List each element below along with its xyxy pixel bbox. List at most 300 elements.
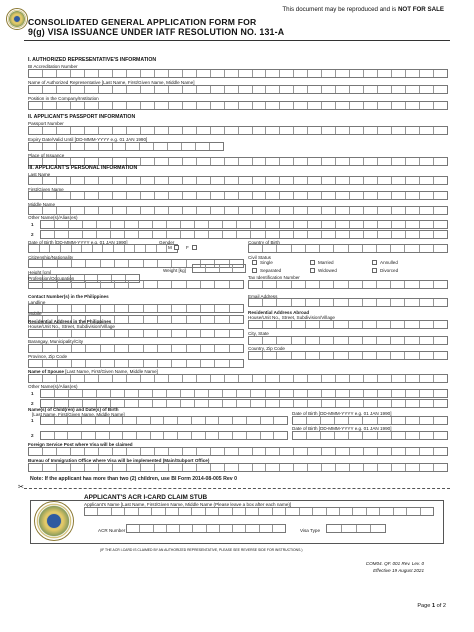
char-box[interactable] [181,231,195,238]
char-box[interactable] [392,102,406,109]
char-box[interactable] [378,464,392,471]
char-box[interactable] [327,508,340,515]
char-box[interactable] [364,158,378,165]
char-box[interactable] [151,417,165,424]
char-box[interactable] [294,127,308,134]
char-box[interactable] [192,417,206,424]
char-box[interactable] [58,360,72,367]
char-box[interactable] [322,400,336,407]
country-birth-field[interactable] [248,244,448,253]
char-box[interactable] [406,70,420,77]
char-box[interactable] [169,177,183,184]
char-box[interactable] [377,337,391,344]
char-box[interactable] [96,417,110,424]
char-box[interactable] [144,345,158,352]
char-box[interactable] [405,245,419,252]
char-box[interactable] [57,143,71,150]
char-box[interactable] [266,70,280,77]
char-box[interactable] [391,337,405,344]
char-box[interactable] [69,400,83,407]
char-box[interactable] [253,192,267,199]
char-box[interactable] [237,231,251,238]
char-box[interactable] [420,207,434,214]
char-box[interactable] [320,299,334,306]
char-box[interactable] [434,127,447,134]
char-box[interactable] [154,525,167,532]
char-box[interactable] [183,207,197,214]
char-box[interactable] [72,330,86,337]
char-box[interactable] [197,86,211,93]
char-box[interactable] [211,70,225,77]
char-box[interactable] [57,375,71,382]
char-box[interactable] [336,127,350,134]
char-box[interactable] [29,192,43,199]
char-box[interactable] [364,86,378,93]
char-box[interactable] [144,360,158,367]
province-zip-field[interactable] [28,359,244,368]
char-box[interactable] [280,231,294,238]
char-box[interactable] [230,345,243,352]
char-box[interactable] [391,245,405,252]
char-box[interactable] [406,432,420,439]
spouse-field[interactable] [28,374,448,383]
char-box[interactable] [72,345,86,352]
char-box[interactable] [253,158,267,165]
char-box[interactable] [420,321,434,328]
char-box[interactable] [211,192,225,199]
char-box[interactable] [405,352,419,359]
char-box[interactable] [127,158,141,165]
char-box[interactable] [292,245,306,252]
char-box[interactable] [101,360,115,367]
char-box[interactable] [253,177,267,184]
dob-field[interactable] [28,244,178,253]
char-box[interactable] [155,158,169,165]
char-box[interactable] [207,525,220,532]
char-box[interactable] [55,221,69,228]
char-box[interactable] [225,70,239,77]
char-box[interactable] [371,525,385,532]
char-box[interactable] [306,281,320,288]
char-box[interactable] [201,345,215,352]
char-box[interactable] [211,102,225,109]
char-box[interactable] [209,231,223,238]
char-box[interactable] [320,321,334,328]
char-box[interactable] [392,417,406,424]
char-box[interactable] [350,464,364,471]
char-box[interactable] [129,260,143,267]
char-box[interactable] [164,417,178,424]
char-box[interactable] [141,86,155,93]
char-box[interactable] [322,177,336,184]
char-box[interactable] [306,321,320,328]
char-box[interactable] [125,508,138,515]
char-box[interactable] [363,352,377,359]
char-box[interactable] [406,417,420,424]
char-box[interactable] [349,299,363,306]
char-box[interactable] [43,464,57,471]
char-box[interactable] [29,448,43,455]
char-box[interactable] [167,390,181,397]
char-box[interactable] [406,375,420,382]
char-box[interactable] [273,508,286,515]
char-box[interactable] [29,127,43,134]
char-box[interactable] [406,448,420,455]
char-box[interactable] [322,448,336,455]
char-box[interactable] [85,192,99,199]
char-box[interactable] [335,432,349,439]
char-box[interactable] [320,281,334,288]
char-box[interactable] [280,221,294,228]
char-box[interactable] [169,464,183,471]
char-box[interactable] [201,330,215,337]
char-box[interactable] [336,158,350,165]
child2-name-field[interactable] [40,431,288,440]
single-checkbox[interactable] [252,260,257,265]
char-box[interactable] [434,448,447,455]
char-box[interactable] [99,86,113,93]
char-box[interactable] [266,390,280,397]
char-box[interactable] [72,245,83,252]
widowed-checkbox[interactable] [310,268,315,273]
char-box[interactable] [336,86,350,93]
char-box[interactable] [253,448,267,455]
char-box[interactable] [169,192,183,199]
char-box[interactable] [197,127,211,134]
char-box[interactable] [308,448,322,455]
char-box[interactable] [85,143,99,150]
char-box[interactable] [239,192,253,199]
char-box[interactable] [167,221,181,228]
char-box[interactable] [266,102,280,109]
char-box[interactable] [406,127,420,134]
char-box[interactable] [378,231,392,238]
char-box[interactable] [350,448,364,455]
char-box[interactable] [377,299,391,306]
char-box[interactable] [336,207,350,214]
char-box[interactable] [239,127,253,134]
char-box[interactable] [322,207,336,214]
char-box[interactable] [61,245,72,252]
char-box[interactable] [187,281,201,288]
char-box[interactable] [363,281,377,288]
char-box[interactable] [225,192,239,199]
char-box[interactable] [364,127,378,134]
char-box[interactable] [137,417,151,424]
gender-f-checkbox[interactable] [192,245,197,250]
char-box[interactable] [394,508,407,515]
char-box[interactable] [127,464,141,471]
char-box[interactable] [43,192,57,199]
char-box[interactable] [392,231,406,238]
accreditation-field[interactable] [28,69,448,78]
char-box[interactable] [101,330,115,337]
char-box[interactable] [215,330,229,337]
char-box[interactable] [253,375,267,382]
char-box[interactable] [239,448,253,455]
char-box[interactable] [98,508,111,515]
char-box[interactable] [280,390,294,397]
char-box[interactable] [99,207,113,214]
char-box[interactable] [113,70,127,77]
char-box[interactable] [141,464,155,471]
char-box[interactable] [183,158,197,165]
char-box[interactable] [378,192,392,199]
char-box[interactable] [43,305,57,312]
char-box[interactable] [215,281,229,288]
char-box[interactable] [350,390,364,397]
char-box[interactable] [141,207,155,214]
char-box[interactable] [71,448,85,455]
char-box[interactable] [378,86,392,93]
char-box[interactable] [211,158,225,165]
char-box[interactable] [253,70,267,77]
char-box[interactable] [349,321,363,328]
char-box[interactable] [197,448,211,455]
char-box[interactable] [253,102,267,109]
last-name-field[interactable] [28,176,448,185]
char-box[interactable] [85,464,99,471]
char-box[interactable] [197,375,211,382]
char-box[interactable] [223,400,237,407]
char-box[interactable] [230,360,243,367]
char-box[interactable] [196,143,210,150]
char-box[interactable] [215,316,229,323]
char-box[interactable] [129,281,143,288]
char-box[interactable] [43,345,57,352]
char-box[interactable] [353,508,366,515]
char-box[interactable] [183,192,197,199]
char-box[interactable] [151,432,165,439]
char-box[interactable] [72,281,86,288]
char-box[interactable] [139,508,152,515]
char-box[interactable] [350,158,364,165]
char-box[interactable] [406,231,420,238]
char-box[interactable] [334,245,348,252]
char-box[interactable] [115,345,129,352]
char-box[interactable] [29,86,43,93]
char-box[interactable] [129,330,143,337]
char-box[interactable] [251,400,265,407]
char-box[interactable] [82,245,93,252]
char-box[interactable] [277,299,291,306]
char-box[interactable] [155,192,169,199]
char-box[interactable] [357,525,372,532]
char-box[interactable] [141,127,155,134]
char-box[interactable] [193,265,206,272]
char-box[interactable] [55,231,69,238]
char-box[interactable] [144,330,158,337]
char-box[interactable] [364,400,378,407]
res-ph-house-field[interactable] [28,329,244,338]
char-box[interactable] [434,231,447,238]
char-box[interactable] [152,508,165,515]
char-box[interactable] [85,207,99,214]
char-box[interactable] [434,375,447,382]
char-box[interactable] [182,143,196,150]
char-box[interactable] [43,177,57,184]
char-box[interactable] [392,464,406,471]
char-box[interactable] [308,231,322,238]
char-box[interactable] [266,207,280,214]
char-box[interactable] [86,305,100,312]
char-box[interactable] [349,337,363,344]
char-box[interactable] [420,299,434,306]
char-box[interactable] [113,464,127,471]
char-box[interactable] [155,86,169,93]
char-box[interactable] [253,464,267,471]
char-box[interactable] [172,305,186,312]
char-box[interactable] [363,321,377,328]
char-box[interactable] [336,70,350,77]
char-box[interactable] [293,417,307,424]
char-box[interactable] [263,352,277,359]
char-box[interactable] [225,448,239,455]
char-box[interactable] [266,192,280,199]
char-box[interactable] [434,352,447,359]
other-names-row1-field[interactable] [40,220,448,229]
char-box[interactable] [266,448,280,455]
char-box[interactable] [192,432,206,439]
char-box[interactable] [43,70,57,77]
separated-checkbox[interactable] [252,268,257,273]
char-box[interactable] [41,221,55,228]
char-box[interactable] [55,400,69,407]
char-box[interactable] [155,464,169,471]
char-box[interactable] [263,299,277,306]
city-state-field[interactable] [248,336,448,345]
char-box[interactable] [225,207,239,214]
stub-applicant-name-field[interactable] [84,507,434,516]
char-box[interactable] [115,360,129,367]
char-box[interactable] [420,448,434,455]
char-box[interactable] [29,102,43,109]
char-box[interactable] [68,432,82,439]
char-box[interactable] [72,260,86,267]
char-box[interactable] [378,400,392,407]
char-box[interactable] [377,352,391,359]
char-box[interactable] [406,86,420,93]
char-box[interactable] [434,321,447,328]
char-box[interactable] [420,231,434,238]
char-box[interactable] [113,158,127,165]
char-box[interactable] [392,432,406,439]
char-box[interactable] [183,86,197,93]
char-box[interactable] [113,86,127,93]
char-box[interactable] [101,305,115,312]
char-box[interactable] [111,390,125,397]
char-box[interactable] [406,192,420,199]
char-box[interactable] [146,245,157,252]
char-box[interactable] [57,448,71,455]
char-box[interactable] [280,177,294,184]
char-box[interactable] [233,265,245,272]
char-box[interactable] [197,464,211,471]
char-box[interactable] [113,448,127,455]
char-box[interactable] [225,102,239,109]
char-box[interactable] [71,127,85,134]
char-box[interactable] [336,464,350,471]
char-box[interactable] [334,299,348,306]
char-box[interactable] [113,143,127,150]
char-box[interactable] [350,400,364,407]
char-box[interactable] [55,417,69,424]
char-box[interactable] [153,231,167,238]
char-box[interactable] [294,177,308,184]
middle-name-field[interactable] [28,206,448,215]
char-box[interactable] [110,417,124,424]
char-box[interactable] [306,299,320,306]
char-box[interactable] [336,177,350,184]
char-box[interactable] [167,525,180,532]
char-box[interactable] [306,245,320,252]
char-box[interactable] [308,127,322,134]
char-box[interactable] [201,281,215,288]
char-box[interactable] [215,305,229,312]
char-box[interactable] [233,417,247,424]
landline-field[interactable] [28,304,244,313]
char-box[interactable] [155,102,169,109]
char-box[interactable] [420,337,434,344]
char-box[interactable] [211,207,225,214]
foreign-post-field[interactable] [28,447,448,456]
char-box[interactable] [99,448,113,455]
res-abroad-house-field[interactable] [248,320,448,329]
char-box[interactable] [349,245,363,252]
married-checkbox[interactable] [310,260,315,265]
char-box[interactable] [378,432,392,439]
char-box[interactable] [85,375,99,382]
char-box[interactable] [29,330,43,337]
char-box[interactable] [158,345,172,352]
char-box[interactable] [405,281,419,288]
char-box[interactable] [322,102,336,109]
char-box[interactable] [215,360,229,367]
char-box[interactable] [364,390,378,397]
char-box[interactable] [43,158,57,165]
email-field[interactable] [248,298,448,307]
char-box[interactable] [434,86,447,93]
char-box[interactable] [183,102,197,109]
char-box[interactable] [201,360,215,367]
char-box[interactable] [43,86,57,93]
char-box[interactable] [158,360,172,367]
profession-field[interactable] [28,280,244,289]
char-box[interactable] [434,432,447,439]
char-box[interactable] [158,260,172,267]
char-box[interactable] [139,221,153,228]
char-box[interactable] [421,508,433,515]
char-box[interactable] [336,390,350,397]
char-box[interactable] [308,158,322,165]
char-box[interactable] [169,207,183,214]
char-box[interactable] [71,102,85,109]
char-box[interactable] [378,448,392,455]
char-box[interactable] [406,102,420,109]
char-box[interactable] [206,417,220,424]
char-box[interactable] [378,390,392,397]
char-box[interactable] [249,321,263,328]
stub-visa-type-field[interactable] [326,524,386,533]
char-box[interactable] [377,321,391,328]
country-zip-field[interactable] [248,351,448,360]
char-box[interactable] [127,102,141,109]
char-box[interactable] [29,143,43,150]
char-box[interactable] [277,281,291,288]
char-box[interactable] [103,245,114,252]
char-box[interactable] [230,305,243,312]
char-box[interactable] [41,400,55,407]
